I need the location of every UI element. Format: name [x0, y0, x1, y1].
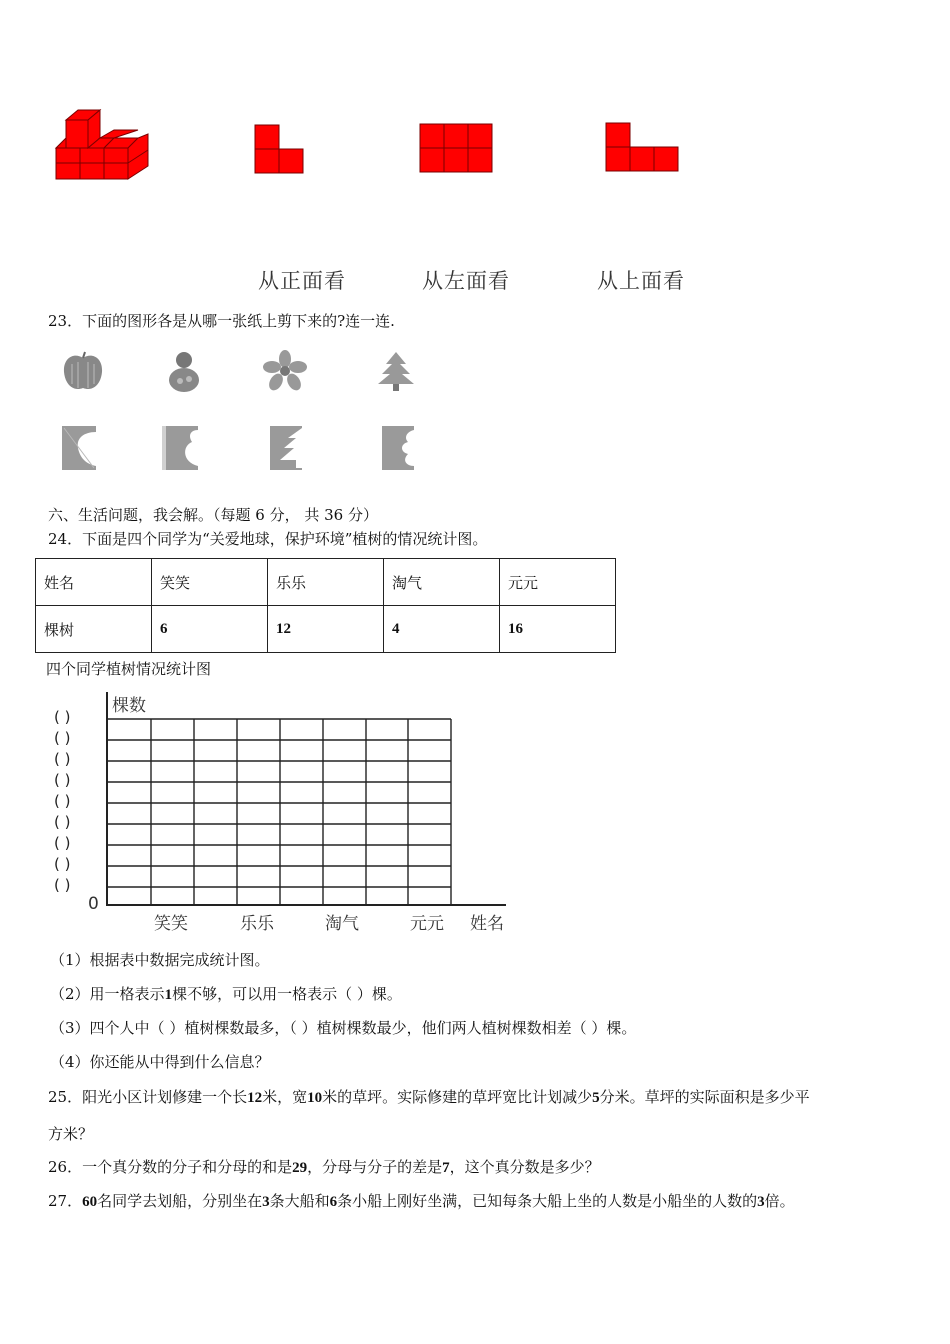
q24-sub2 [50, 984, 402, 1005]
chart-title: 四个同学植树情况统计图 [46, 660, 212, 678]
q27-text-i: 倍。 [764, 1192, 795, 1210]
label-front-view: 从正面看 [258, 269, 346, 293]
x-axis-label: 姓名 [470, 914, 504, 934]
q25-line1 [48, 1087, 810, 1108]
left-view-figure [419, 123, 495, 175]
q27-text [48, 1191, 795, 1212]
q25-text: 25．阳光小区计划修建一个长 [48, 1088, 248, 1106]
q26-text-e: ，这个真分数是多少？ [449, 1158, 600, 1176]
table-cell: 淘气 [384, 559, 500, 606]
y-tick-blank: ( ) [54, 876, 71, 894]
label-left-view: 从左面看 [422, 269, 510, 293]
q27-multiple: 3 [757, 1194, 765, 1210]
paper-tree-cut-icon [266, 424, 306, 472]
q24-sub1 [50, 950, 270, 970]
sub2-number: 1 [164, 987, 173, 1003]
q26-text [48, 1157, 600, 1178]
y-tick-blank: ( ) [54, 834, 71, 852]
q26-sum: 29 [292, 1160, 308, 1176]
q24-text: 24．下面是四个同学为“关爱地球，保护环境”植树的情况统计图。 [48, 530, 488, 548]
q23-text: 23．下面的图形各是从哪一张纸上剪下来的?连一连. [48, 312, 395, 330]
q26-diff: 7 [442, 1160, 450, 1176]
q27-small-boats: 6 [329, 1194, 338, 1210]
q24-sub4 [50, 1052, 270, 1072]
sub2-text-c: 棵不够，可以用一格表示（ ）棵。 [172, 985, 402, 1003]
sub3-label: （3） [50, 1019, 90, 1037]
sub4-text: 你还能从中得到什么信息？ [89, 1053, 270, 1071]
table-cell: 16 [500, 606, 616, 653]
sub2-text-a: 用一格表示 [89, 985, 165, 1003]
q25-line2: 方米？ [48, 1125, 94, 1143]
table-cell: 12 [268, 606, 384, 653]
table-row-values [36, 606, 616, 653]
q27-big-boats: 3 [262, 1194, 270, 1210]
sub1-text: 根据表中数据完成统计图。 [89, 951, 270, 969]
y-tick-blank: ( ) [54, 813, 71, 831]
table-cell: 笑笑 [152, 559, 268, 606]
q26-text-c: ，分母与分子的差是 [307, 1158, 443, 1176]
y-tick-blank: ( ) [54, 771, 71, 789]
x-tick-label: 淘气 [325, 914, 359, 934]
sub1-label: （1） [50, 951, 90, 969]
q24-sub3 [50, 1018, 636, 1038]
table-row-header [36, 559, 616, 606]
q25-length: 12 [247, 1090, 263, 1106]
section6-title: 六、生活问题，我会解。（每题 6 分， 共 36 分） [48, 506, 378, 524]
table-cell: 元元 [500, 559, 616, 606]
y-tick-blank: ( ) [54, 750, 71, 768]
flower-shape-icon [262, 350, 308, 392]
y-tick-blank: ( ) [54, 708, 71, 726]
q27-text-c: 名同学去划船，分别坐在 [97, 1192, 263, 1210]
table-cell: 乐乐 [268, 559, 384, 606]
apple-shape-icon [60, 350, 106, 394]
y-axis-label: 棵数 [112, 696, 146, 716]
x-tick-label: 元元 [410, 914, 444, 934]
sub3-text: 四个人中（ ）植树棵数最多，（ ）植树棵数最少，他们两人植树棵数相差（ ）棵。 [89, 1019, 637, 1037]
q27-text-g: 条小船上刚好坐满，已知每条大船上坐的人数是小船坐的人数的 [337, 1192, 758, 1210]
blank-chart [40, 688, 520, 936]
q26-text-a: 26．一个真分数的分子和分母的和是 [48, 1158, 293, 1176]
x-tick-label: 乐乐 [240, 914, 274, 934]
sub4-label: （4） [50, 1053, 90, 1071]
table-cell: 4 [384, 606, 500, 653]
y-tick-blank: ( ) [54, 855, 71, 873]
tree-table [35, 558, 616, 653]
origin-label: 0 [88, 894, 99, 914]
q25-text: 米，宽 [262, 1088, 308, 1106]
top-view-figure [605, 122, 681, 174]
paper-gourd-cut-icon [160, 424, 200, 472]
label-top-view: 从上面看 [597, 269, 685, 293]
q25-text: 米的草坪。实际修建的草坪宽比计划减少 [322, 1088, 593, 1106]
q25-text: 分米。草坪的实际面积是多少平 [599, 1088, 810, 1106]
q27-students: 60 [82, 1194, 98, 1210]
paper-flower-cut-icon [378, 424, 418, 472]
q27-text-e: 条大船和 [269, 1192, 330, 1210]
chart-grid [108, 718, 454, 906]
y-tick-blank: ( ) [54, 729, 71, 747]
table-cell: 棵树 [36, 606, 152, 653]
q27-num-prefix: 27． [48, 1192, 83, 1210]
table-cell: 6 [152, 606, 268, 653]
tree-shape-icon [376, 350, 416, 392]
gourd-shape-icon [164, 348, 204, 394]
table-cell: 姓名 [36, 559, 152, 606]
q25-width: 10 [307, 1090, 323, 1106]
paper-apple-cut-icon [60, 424, 100, 472]
sub2-label: （2） [50, 985, 90, 1003]
cube-figure-3d [52, 108, 152, 184]
y-tick-blank: ( ) [54, 792, 71, 810]
x-tick-label: 笑笑 [154, 914, 188, 934]
front-view-figure [254, 124, 306, 176]
q25-reduction: 5 [592, 1090, 600, 1106]
